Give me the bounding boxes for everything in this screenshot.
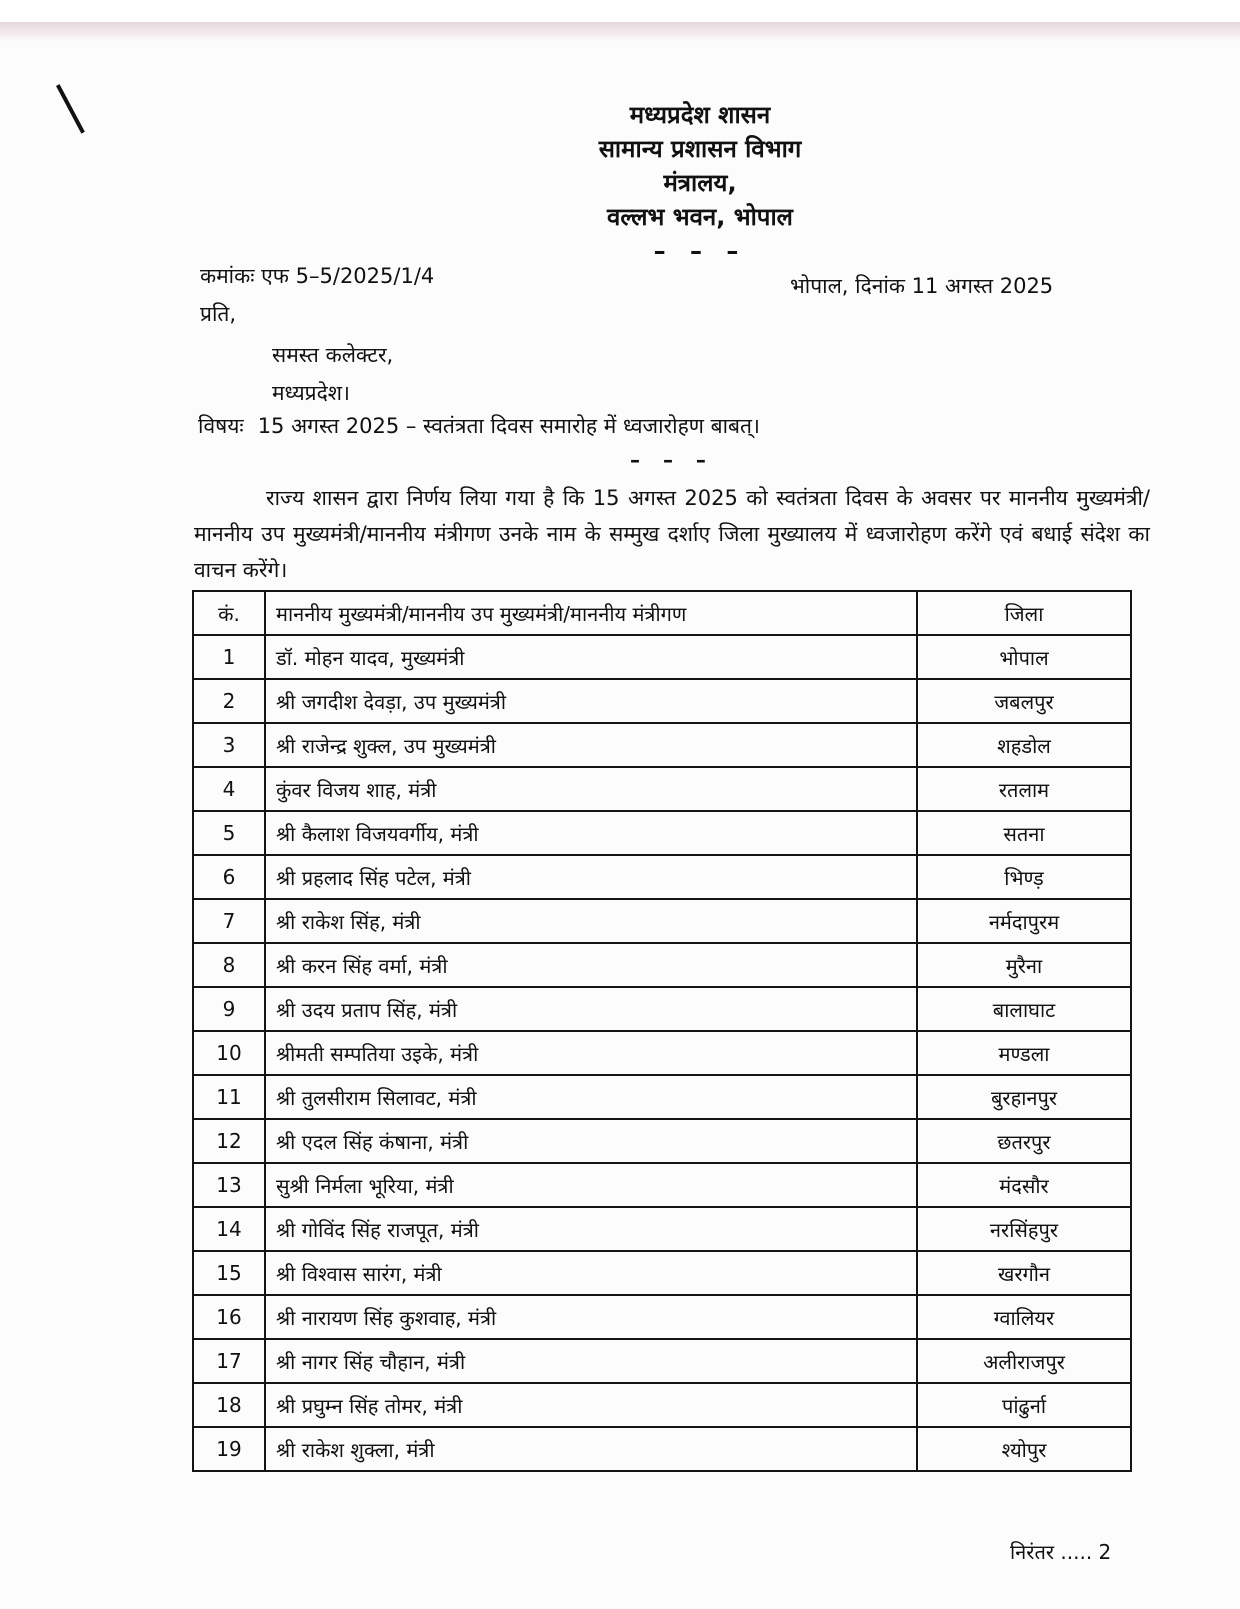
cell-serial: 9: [193, 987, 265, 1031]
cell-name: श्री उदय प्रताप सिंह, मंत्री: [265, 987, 917, 1031]
letterhead-government: मध्यप्रदेश शासन: [629, 101, 771, 129]
table-header-row: [193, 591, 1131, 635]
cell-district: मुरैना: [917, 943, 1131, 987]
cell-name: सुश्री निर्मला भूरिया, मंत्री: [265, 1163, 917, 1207]
table-row: [193, 1207, 1131, 1251]
table-row: [193, 767, 1131, 811]
cell-district: अलीराजपुर: [917, 1339, 1131, 1383]
table-row: [193, 899, 1131, 943]
letterhead: [440, 98, 960, 268]
cell-district: नरसिंहपुर: [917, 1207, 1131, 1251]
cell-district: शहडोल: [917, 723, 1131, 767]
table-row: [193, 1075, 1131, 1119]
cell-serial: 2: [193, 679, 265, 723]
cell-serial: 19: [193, 1427, 265, 1471]
cell-district: भोपाल: [917, 635, 1131, 679]
header-name: माननीय मुख्यमंत्री/माननीय उप मुख्यमंत्री/माननीय मंत्रीगण: [265, 591, 917, 635]
cell-serial: 1: [193, 635, 265, 679]
cell-name: श्री प्रघुम्न सिंह तोमर, मंत्री: [265, 1383, 917, 1427]
cell-district: बालाघाट: [917, 987, 1131, 1031]
table-row: [193, 635, 1131, 679]
header-district: जिला: [917, 591, 1131, 635]
cell-name: श्री एदल सिंह कंषाना, मंत्री: [265, 1119, 917, 1163]
cell-serial: 5: [193, 811, 265, 855]
cell-serial: 7: [193, 899, 265, 943]
cell-serial: 10: [193, 1031, 265, 1075]
cell-serial: 8: [193, 943, 265, 987]
table-row: [193, 811, 1131, 855]
table-row: [193, 943, 1131, 987]
cell-serial: 15: [193, 1251, 265, 1295]
table-row: [193, 723, 1131, 767]
cell-serial: 6: [193, 855, 265, 899]
cell-serial: 3: [193, 723, 265, 767]
cell-district: सतना: [917, 811, 1131, 855]
cell-district: मण्डला: [917, 1031, 1131, 1075]
cell-name: श्री प्रहलाद सिंह पटेल, मंत्री: [265, 855, 917, 899]
subject-separator: – – –: [630, 448, 714, 472]
addressee-line-1: समस्त कलेक्टर,: [272, 343, 394, 367]
addressee: [272, 336, 393, 412]
cell-name: श्री नागर सिंह चौहान, मंत्री: [265, 1339, 917, 1383]
cell-name: श्री राकेश सिंह, मंत्री: [265, 899, 917, 943]
cell-serial: 11: [193, 1075, 265, 1119]
table-row: [193, 679, 1131, 723]
cell-serial: 17: [193, 1339, 265, 1383]
cell-district: पांढुर्ना: [917, 1383, 1131, 1427]
cell-name: श्री विश्वास सारंग, मंत्री: [265, 1251, 917, 1295]
cell-district: छतरपुर: [917, 1119, 1131, 1163]
cell-district: बुरहानपुर: [917, 1075, 1131, 1119]
cell-district: ग्वालियर: [917, 1295, 1131, 1339]
cell-serial: 16: [193, 1295, 265, 1339]
continued-marker: निरंतर ..... 2: [1010, 1540, 1112, 1564]
scan-edge-noise: [0, 22, 1240, 42]
table-row: [193, 1163, 1131, 1207]
subject-label: विषयः: [198, 414, 244, 438]
table-row: [193, 1295, 1131, 1339]
cell-district: श्योपुर: [917, 1427, 1131, 1471]
cell-serial: 12: [193, 1119, 265, 1163]
cell-name: श्री नारायण सिंह कुशवाह, मंत्री: [265, 1295, 917, 1339]
body-paragraph: राज्य शासन द्वारा निर्णय लिया गया है कि 15 अगस्त 2025 को स्वतंत्रता दिवस के अवसर पर माननीय मुख्यमंत्री/माननीय उप मुख्यमंत्री/माननीय मंत्रीगण उनके नाम के सम्मुख दर्शाए जिला मुख्यालय में ध्वजारोहण करेंगे एवं बधाई संदेश का वाचन करेंगे।: [194, 486, 1150, 582]
cell-name: डॉ. मोहन यादव, मुख्यमंत्री: [265, 635, 917, 679]
cell-name: श्री राकेश शुक्ला, मंत्री: [265, 1427, 917, 1471]
table-row: [193, 1251, 1131, 1295]
cell-serial: 13: [193, 1163, 265, 1207]
cell-name: कुंवर विजय शाह, मंत्री: [265, 767, 917, 811]
subject-text: 15 अगस्त 2025 – स्वतंत्रता दिवस समारोह में ध्वजारोहण बाबत्।: [257, 414, 760, 438]
table-row: [193, 1427, 1131, 1471]
cell-name: श्री राजेन्द्र शुक्ल, उप मुख्यमंत्री: [265, 723, 917, 767]
table-row: [193, 855, 1131, 899]
cell-district: नर्मदापुरम: [917, 899, 1131, 943]
reference-number: कमांकः एफ 5–5/2025/1/4: [200, 264, 435, 288]
table-row: [193, 1031, 1131, 1075]
cell-name: श्री जगदीश देवड़ा, उप मुख्यमंत्री: [265, 679, 917, 723]
table-row: [193, 987, 1131, 1031]
cell-name: श्री गोविंद सिंह राजपूत, मंत्री: [265, 1207, 917, 1251]
flag-hoisting-table: [192, 590, 1132, 1472]
cell-name: श्रीमती सम्पतिया उइके, मंत्री: [265, 1031, 917, 1075]
cell-district: जबलपुर: [917, 679, 1131, 723]
cell-district: मंदसौर: [917, 1163, 1131, 1207]
cell-serial: 4: [193, 767, 265, 811]
letterhead-address: वल्लभ भवन, भोपाल: [607, 203, 793, 231]
place-date: भोपाल, दिनांक 11 अगस्त 2025: [790, 274, 1054, 298]
cell-name: श्री तुलसीराम सिलावट, मंत्री: [265, 1075, 917, 1119]
letterhead-ministry: मंत्रालय,: [663, 169, 737, 197]
cell-district: भिण्ड़: [917, 855, 1131, 899]
subject-line: [198, 412, 760, 440]
cell-name: श्री कैलाश विजयवर्गीय, मंत्री: [265, 811, 917, 855]
letterhead-department: सामान्य प्रशासन विभाग: [598, 135, 802, 163]
cell-district: रतलाम: [917, 767, 1131, 811]
letterhead-separator: – – –: [653, 237, 747, 265]
table-row: [193, 1383, 1131, 1427]
addressee-line-2: मध्यप्रदेश।: [272, 381, 350, 405]
to-label: प्रति,: [200, 302, 237, 326]
table-row: [193, 1339, 1131, 1383]
cell-district: खरगौन: [917, 1251, 1131, 1295]
header-serial: कं.: [193, 591, 265, 635]
cell-serial: 18: [193, 1383, 265, 1427]
cell-serial: 14: [193, 1207, 265, 1251]
table-row: [193, 1119, 1131, 1163]
cell-name: श्री करन सिंह वर्मा, मंत्री: [265, 943, 917, 987]
